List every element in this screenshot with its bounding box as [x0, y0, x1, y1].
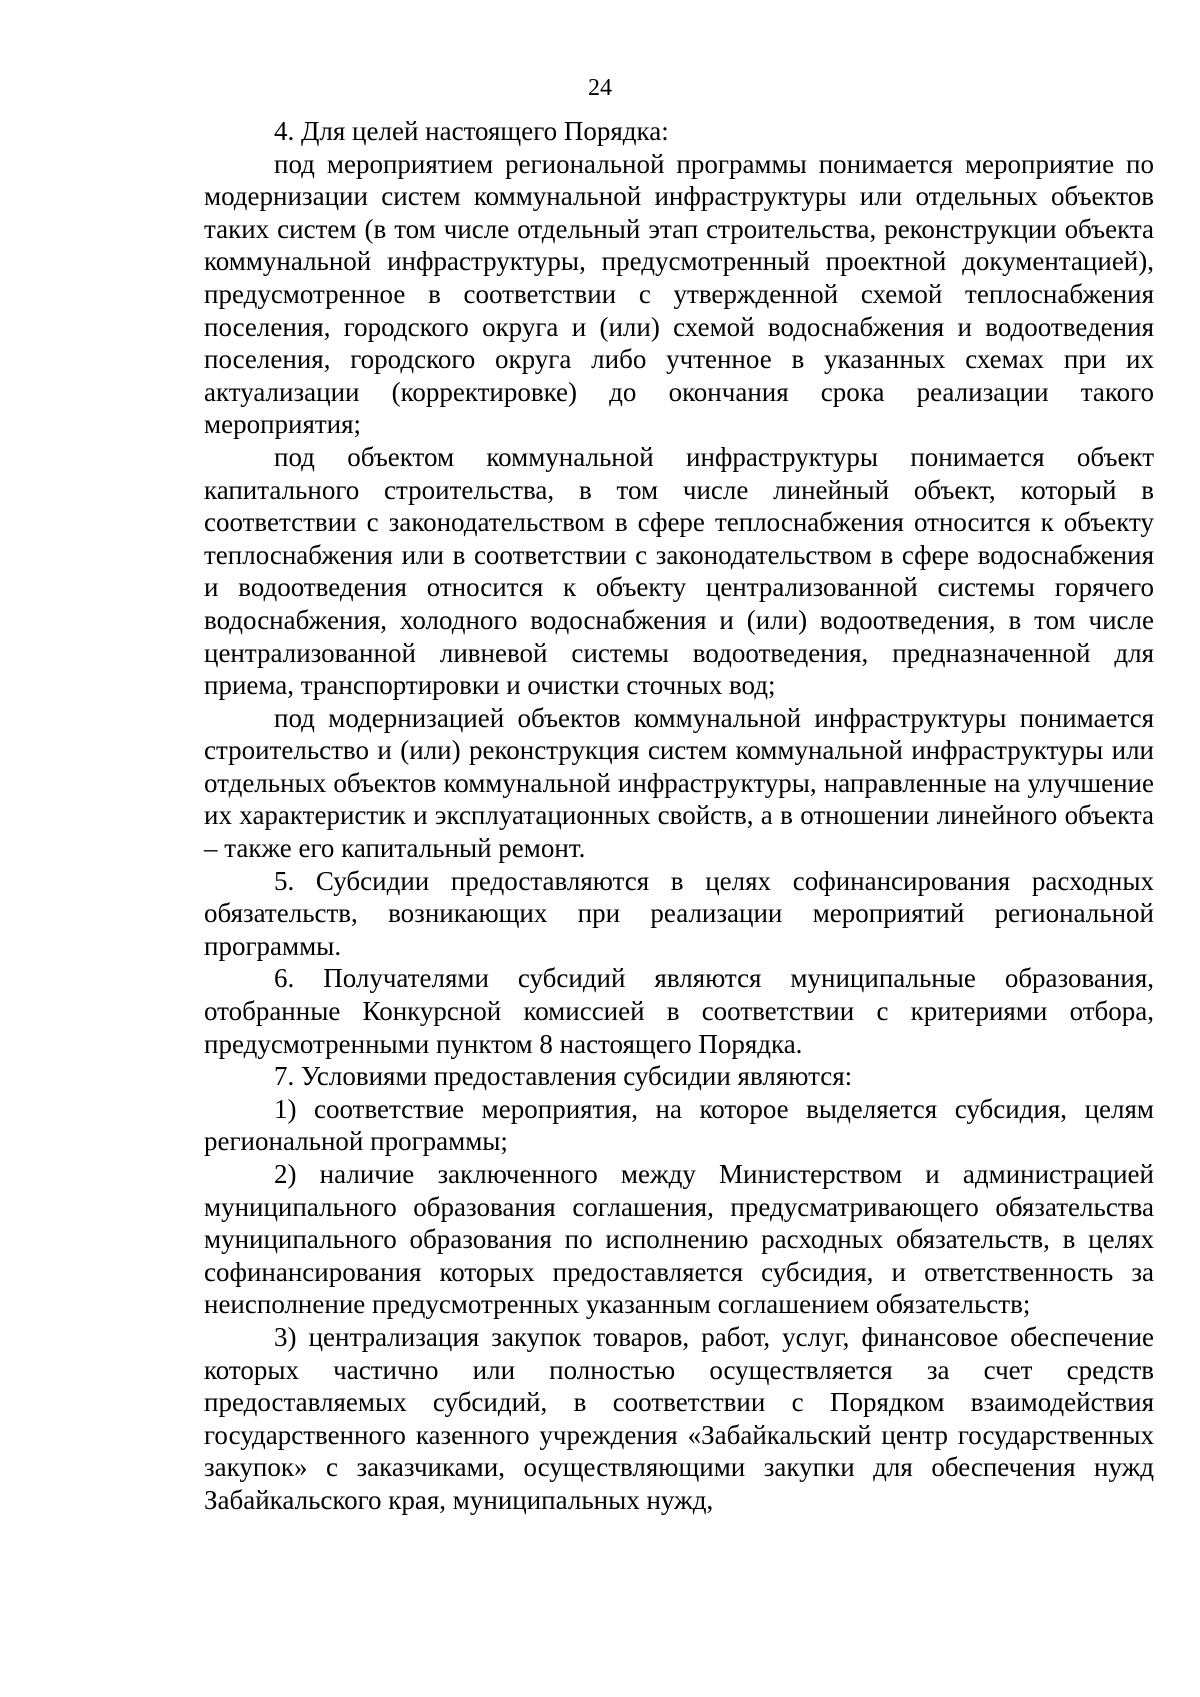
- paragraph-5: 5. Субсидии предоставляются в целях софинансирования расходных обязательств, возникающих при реализации мероприятий региональной программы.: [204, 865, 1154, 961]
- paragraph-7-heading: 7. Условиями предоставления субсидии являются:: [274, 1061, 853, 1092]
- paragraph-7-item-1: 1) соответствие мероприятия, на которое выделяется субсидия, целям региональной программы;: [204, 1093, 1154, 1157]
- document-body: [204, 115, 1154, 1517]
- paragraph-6: 6. Получателями субсидий являются муниципальные образования, отобранные Конкурсной комиссией в соответствии с критериями отбора, предусмотренными пунктом 8 настоящего Порядка.: [204, 963, 1154, 1059]
- paragraph-definition-modernization: под модернизацией объектов коммунальной инфраструктуры понимается строительство и (или) реконструкция систем коммунальной инфраструктуры или отдельных объектов коммунальной инфраструктуры, направленные на улучшение их характеристик и эксплуатационных свойств, а в отношении линейного объекта – также его капитальный ремонт.: [204, 702, 1154, 864]
- paragraph-definition-object: под объектом коммунальной инфраструктуры понимается объект капитального строительства, в том числе линейный объект, который в соответствии с законодательством в сфере теплоснабжения относится к объекту теплоснабжения или в соответствии с законодательством в сфере водоснабжения и водоотведения относится к объекту централизованной системы горячего водоснабжения, холодного водоснабжения и (или) водоотведения, в том числе централизованной ливневой системы водоотведения, предназначенной для приема, транспортировки и очистки сточных вод;: [204, 441, 1154, 701]
- paragraph-7-item-3: 3) централизация закупок товаров, работ, услуг, финансовое обеспечение которых частично или полностью осуществляется за счет средств предоставляемых субсидий, в соответствии с Порядком взаимодействия государственного казенного учреждения «Забайкальский центр государственных закупок» с заказчиками, осуществляющими закупки для обеспечения нужд Забайкальского края, муниципальных нужд,: [204, 1321, 1154, 1515]
- paragraph-7-item-2: 2) наличие заключенного между Министерством и администрацией муниципального образования соглашения, предусматривающего обязательства муниципального образования по исполнению расходных обязательств, в целях софинансирования которых предоставляется субсидия, и ответственность за неисполнение предусмотренных указанным соглашением обязательств;: [204, 1159, 1154, 1320]
- paragraph-4-heading: 4. Для целей настоящего Порядка:: [274, 116, 669, 146]
- page-number: 24: [588, 75, 612, 101]
- paragraph-definition-measure: под мероприятием региональной программы понимается мероприятие по модернизации систем коммунальной инфраструктуры или отдельных объектов таких систем (в том числе отдельный этап строительства, реконструкции объекта коммунальной инфраструктуры, предусмотренный проектной документацией), предусмотренное в соответствии с утвержденной схемой теплоснабжения поселения, городского округа и (или) схемой водоснабжения и водоотведения поселения, городского округа либо учтенное в указанных схемах при их актуализации (корректировке) до окончания срока реализации такого мероприятия;: [204, 148, 1154, 440]
